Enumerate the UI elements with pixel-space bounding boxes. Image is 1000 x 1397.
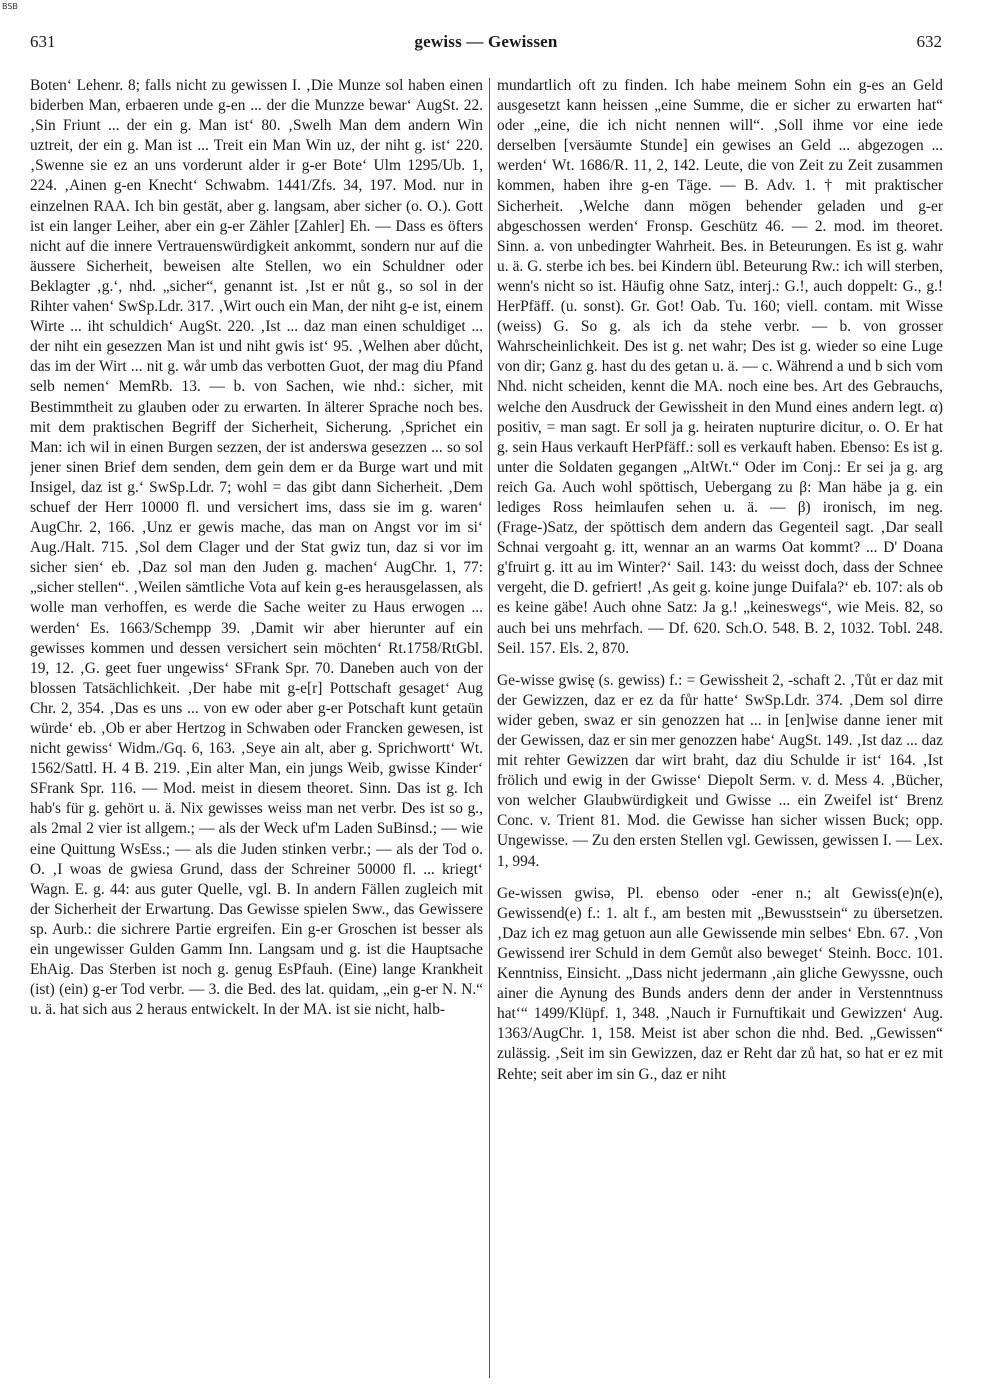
entry-gewissen: Ge-wissen gwisə, Pl. ebenso oder -ener n.; alt Gewiss(e)n(e), Gewissend(e) f.: 1. alt f., am besten mit „Bewusstsein“ zu übersetzen. ‚Daz ich ez mag getuon aun alle Gewissende min selbes‘ Ebn. 67. ‚Von Gewissend irer Schuld in dem Gemůt also beweget‘ Steinh. Bocc. 101. Kenntniss, Einsicht. „Dass nicht jedermann ‚ain gliche Gewyssne, ouch ainer die Aynung des Bunds anders denn der ander in Verstenntnuss hat‘“ 1499/Klüpf. 1, 348. ‚Nauch ir Furnuftikait und Gewizzen‘ Aug. 1363/AugChr. 1, 158. Meist ist aber schon die nhd. Bed. „Gewissen“ zulässig. ‚Seit im sin Gewizzen, daz er Reht dar zů hat, so hat er ez mit Rehte; seit aber im sin G., daz er niht bbox=[497, 884, 943, 1083]
page-number-right: 632 bbox=[916, 32, 942, 51]
library-stamp: BSB bbox=[2, 2, 18, 11]
left-column bbox=[30, 76, 483, 1386]
entry-text: Boten‘ Lehenr. 8; falls nicht zu gewissen I. ‚Die Munze sol haben einen biderben Man, erbaeren unde g-en ... der die Munzze bewar‘ AugSt. 22. ‚Sin Friunt ... der ein g. Man ist‘ 80. ‚Swelh Man dem andern Win uztreit, der ein g. Man ist ... Treit ein Man Win uz, der niht g. ist‘ 220. ‚Swenne sie ez an uns vorderunt alder ir g-er Bote‘ Ulm 1295/Ub. 1, 224. ‚Ainen g-en Knecht‘ Schwabm. 1441/Zfs. 34, 197. Mod. nur in einzelnen RAA. Ich bin gestät, aber g. langsam, aber sicher (o. O.). Gott ist ein langer Leiher, aber ein g-er Zähler [Zahler] Eh. — Dass es öfters nicht auf die innere Vertrauenswürdigkeit ankommt, sondern nur auf die äussere Sicherheit, beweisen alte Stellen, wo ein Schuldner oder Beklagter ‚g.‘, nhd. „sicher“, genannt ist. ‚Ist er nůt g., so sol in der Rihter vahen‘ SwSp.Ldr. 317. ‚Wirt ouch ein Man, der niht g-e ist, einem Wirte ... iht schuldich‘ AugSt. 220. ‚Ist ... daz man einen schuldiget ... der niht ein gesezzen Man ist und niht gwis ist‘ 95. ‚Welhen aber důcht, das im der Wirt ... nit g. wår umb das verbotten Guot, der mag diu Pfand selb nemen‘ MemRb. 13. — b. von Sachen, wie nhd.: sicher, mit Bestimmtheit zu glauben oder zu erwarten. In älterer Sprache noch bes. mit dem praktischen Begriff der Sicherheit, Sicherung. ‚Sprichet ein Man: ich wil in einen Burgen sezzen, der ist anderswa gesezzen ... so sol jener sinen Brief dem senden, dem gein dem er da Burge wart und mit Insigel, daz ist g.‘ SwSp.Ldr. 7; wohl = das gibt dann Sicherheit. ‚Dem schuef der Herr 10000 fl. und versichert ims, dass sie im g. waren‘ AugChr. 2, 166. ‚Unz er gewis mache, das man on Angst vor im si‘ Aug./Halt. 715. ‚Sol dem Clager und der Stat gwiz tun, daz si vor im sicher sien‘ eb. ‚Daz sol man den Juden g. machen‘ AugChr. 1, 77: „sicher stellen“. ‚Weilen sämtliche Vota auf kein g-es herausgelassen, als wolle man verhoffen, es werde die Sache weiter zu Haus erwogen ... werden‘ Es. 1663/Schempp 39. ‚Damit wir aber hierunter auf ein gewisses kommen und dessen versichert sein möchten‘ Rt.1758/RtGbl. 19, 12. ‚G. geet fuer ungewiss‘ SFrank Spr. 70. Daneben auch von der blossen Tatsächlichkeit. ‚Der habe mit g-e[r] Pottschaft gesaget‘ Aug Chr. 2, 354. ‚Das es uns ... von ew oder aber g-er Potschaft kunt getaün würde‘ eb. ‚Ob er aber Hertzog in Schwaben oder Francken gewesen, ist nicht gewiss‘ Widm./Gq. 6, 163. ‚Seye ain alt, aber g. Sprichwortt‘ Wt. 1562/Sattl. H. 4 B. 219. ‚Ein alter Man, ein jungs Weib, gwisse Kinder‘ SFrank Spr. 116. — Mod. meist in diesem theoret. Sinn. Das ist g. Ich hab's für g. gehört u. ä. Nix gewisses weiss man net verbr. Des ist so g., als 2mal 2 vier ist allgem.; — als der Weck uf'm Laden SuBinsd.; — wie eine Quittung WsEss.; — als die Juden stinken verbr.; — als der Tod o. O. ‚I woas de gwiesa Grund, dass der Schreiner 50000 fl. ... kriegt‘ Wagn. E. g. 44: aus guter Quelle, vgl. B. In andern Fällen zugleich mit der Sicherheit der Erwartung. Das Gewisse spielen Sww., das Gewissere sp. Aurb.: die sichrere Partie ergreifen. Ein g-er Groschen ist besser als ein ungewisser Gulden Gamm Inn. Langsam und g. ist die Hauptsache EhAig. Das Sterben ist noch g. genug EsPfauh. (Eine) lange Krankheit (ist) (ein) g-er Tod verbr. — 3. die Bed. des lat. quidam, „ein g-er N. N.“ u. ä. hat sich aus 2 heraus entwickelt. In der MA. ist sie nicht, halb- bbox=[30, 77, 483, 1019]
column-divider bbox=[489, 78, 490, 1378]
page-header bbox=[30, 32, 942, 56]
page-number-left: 631 bbox=[30, 32, 56, 51]
page-title: gewiss — Gewissen bbox=[414, 32, 558, 51]
entry-gewisse: Ge-wisse gwisę (s. gewiss) f.: = Gewissheit 2, -schaft 2. ‚Tůt er daz mit der Gewizzen, daz er ez da fůr hatte‘ SwSp.Ldr. 374. ‚Dem sol dirre wider geben, swaz er sin genozzen hat ... in [en]wise danne iener mit der Gewissen, daz er sin mer genozzen habe‘ AugSt. 149. ‚Ist daz ... daz mit rehter Gewizzen dar wirt braht, daz diu Schulde ir ist‘ 164. ‚Ist frölich und ewig in der Gwisse‘ Diepolt Serm. v. d. Mess 4. ‚Bücher, von welcher Glaubwürdigkeit und Gwisse ... ein Zweifel ist‘ Brenz Conc. v. Trient 81. Mod. die Gewisse han sicher wissen Buck; opp. Ungewisse. — Zu den ersten Stellen vgl. Gewissen, gewissen I. — Lex. 1, 994. bbox=[497, 671, 943, 870]
right-column bbox=[497, 76, 943, 1386]
entry-text: mundartlich oft zu finden. Ich habe meinem Sohn ein g-es an Geld ausgesetzt kann heissen „eine Summe, die er sicher zu erwarten hat“ oder „eine, die ich nicht nennen will“. ‚Soll ihme vor eine iede derselben [versäumte Stunde] ein gewises an Geld ... abgezogen ... werden‘ Wt. 1686/R. 11, 2, 142. Leute, die von Zeit zu Zeit zusammen kommen, haben ihre g-en Täge. — B. Adv. 1. † mit praktischer Sicherheit. ‚Welche dann mögen behender geladen und g-er abgeschossen werden‘ Fronsp. Geschütz 46. — 2. mod. im theoret. Sinn. a. von unbedingter Wahrheit. Bes. in Beteurungen. Es ist g. wahr u. ä. G. sterbe ich bes. bei Kindern übl. Beteurung Rw.: ich will sterben, wenn's nicht so ist. Häufig ohne Satz, interj.: G.!, auch doppelt: G., g.! HerPfäff. (u. sonst). Gr. Got! Oab. Tu. 160; viell. contam. mit Wisse (weiss) G. So g. als ich da stehe verbr. — b. von grosser Wahrscheinlichkeit. Des ist g. net wahr; Des ist g. wieder so eine Luge von dir; Ganz g. hast du des getan u. ä. — c. Während a und b sich vom Nhd. nicht scheiden, kennt die MA. noch eine bes. Art des Gebrauchs, welche den Ausdruck der Gewissheit in den Mund eines andern legt. α) positiv, = man sagt. Er soll ja g. heiraten nupturire dicitur, o. O. Er hat g. sein Haus verkauft HerPfäff.: soll es verkauft haben. Ebenso: Es ist g. unter die Soldaten gegangen „AltWt.“ Oder im Conj.: Er sei ja g. arg reich Ga. Auch wohl spöttisch, Uebergang zu β: Man häbe ja g. ein lediges Ross heimlaufen sehen u. ä. — β) ironisch, im neg. (Frage-)Satz, der spöttisch dem andern das Gegenteil sagt. ‚Dar seall Schnai vergoaht g. itt, wennar an an warms Oat kommt? ... D' Doana g'fruirt g. itt au im Winter?‘ Sail. 143: du weisst doch, dass der Schnee vergeht, die D. gefriert! ‚As geit g. koine junge Duifala?‘ eb. 107: als ob es keine gäbe! Auch ohne Satz: Ja g.! „keineswegs“, wie Meis. 82, so auch bei uns mehrfach. — Df. 620. Sch.O. 548. B. 2, 1032. Tobl. 248. Seil. 157. Els. 2, 870. bbox=[497, 77, 943, 657]
